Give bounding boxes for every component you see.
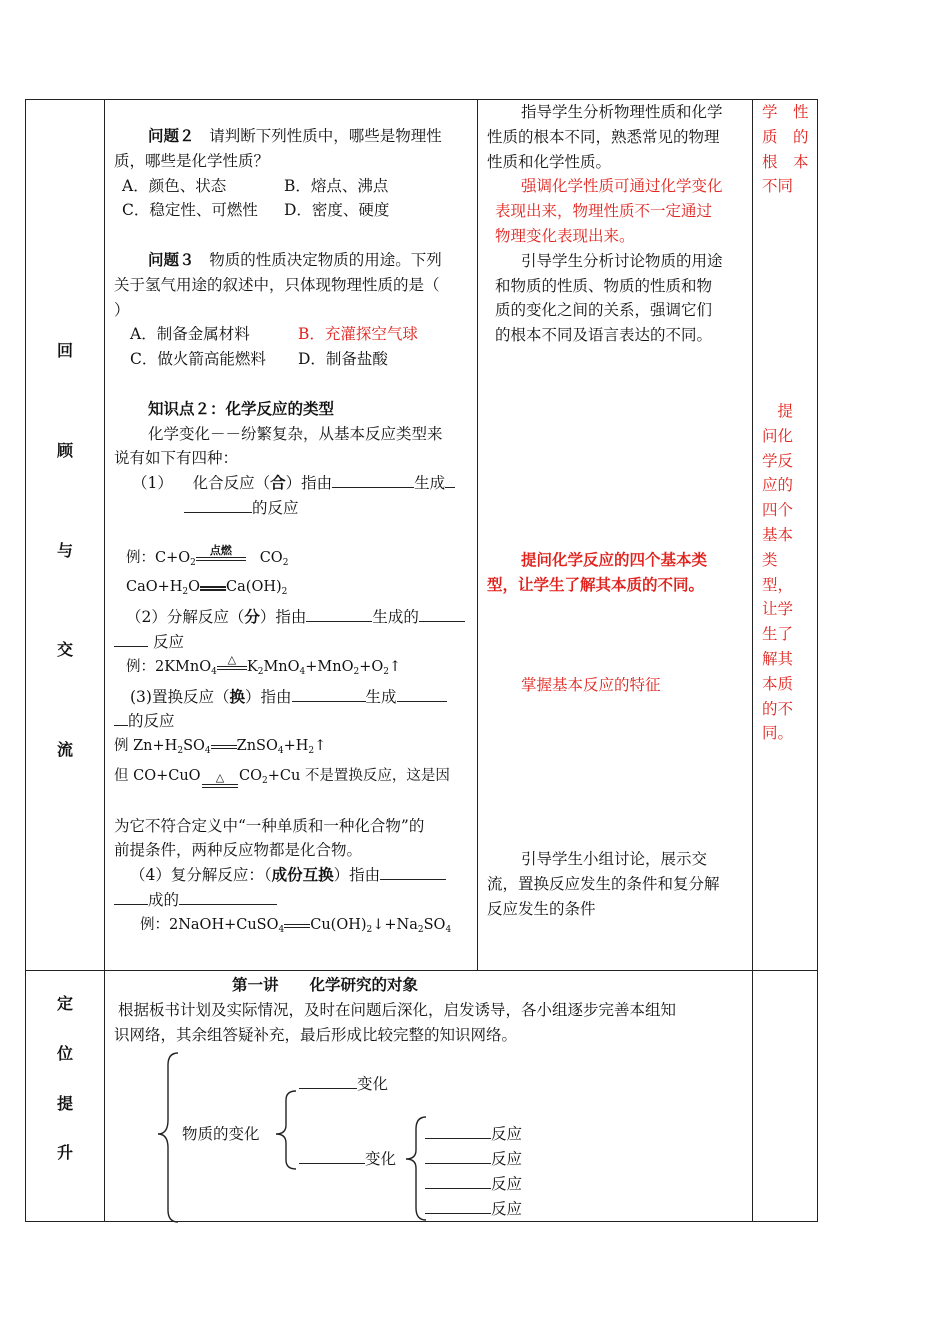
r1-text: 的反应 [252,498,299,517]
eq-text: +MnO [305,658,354,675]
q2-option-c: C．稳定性、可燃性 [122,201,258,220]
teacher-text: 流，置换反应发生的条件和复分解 [487,874,720,893]
blank [114,632,148,647]
r4-text: 成的 [148,890,180,909]
question-2 [114,124,472,223]
r3-text: (3)置换反应（ [130,687,230,706]
up-arrow-icon: ↑ [314,738,327,755]
blank [425,1199,491,1214]
intent-text: 四个 [762,501,794,520]
bottom-paragraph [114,998,750,1048]
teacher-text: 的根本不同及语言表达的不同。 [495,326,713,345]
col-divider-3 [752,99,753,1222]
teacher-text: 物理变化表现出来。 [495,226,635,245]
q2-text: 质，哪些是化学性质？ [114,151,270,170]
example-1: 例：$C+O_2$ 点燃 $CO_2$ [114,546,472,576]
eq-text: 例 Zn+H [114,738,178,755]
network-leaf: 反应 [491,1175,523,1193]
r4-text: ）指由 [333,866,381,885]
q3-text: ） [114,300,130,319]
teacher-text: 提问化学反应的四个基本类 [521,550,708,569]
network-branch: 变化 [357,1075,389,1093]
intent-text: 提 [762,402,794,420]
eq-text: 例：2NaOH+CuSO [140,916,279,933]
q3-text: 物质的性质决定物质的用途。下列 [209,250,442,269]
teacher-text: 型，让学生了解其本质的不同。 [487,574,705,594]
intent-text: 应的 [762,476,794,495]
intent-column-2 [762,399,816,746]
eq-text: CO [259,549,283,566]
teacher-text: 强调化学性质可通过化学变化 [521,177,723,196]
eq-text: 例：2KMnO [126,658,212,675]
eq-text: +Na [384,916,418,933]
eq-text: SO [423,916,446,933]
q3-option-b: B．充灌探空气球 [298,325,418,344]
equals-sign [211,739,237,753]
content-column [114,124,472,943]
teacher-text: 指导学生分析物理性质和化学 [521,103,723,121]
network-leaf: 反应 [491,1125,523,1143]
side-char: 位 [56,1044,73,1063]
side-char: 流 [56,740,73,759]
eq-text: CO [239,767,262,784]
example-6: 例：2NaOH+CuSO$_4$ $Cu(OH)_2↓+Na_2SO_4$ [140,916,452,935]
network-root: 物质的变化 [182,1125,260,1143]
side-char: 顾 [56,441,73,460]
r1-text: ）指由 [285,474,333,493]
intent-text: 根 本 [762,152,809,171]
intent-text: 型， [762,575,794,594]
q2-option-a: A．颜色、状态 [122,176,227,195]
condition-label: 点燃 [209,543,232,557]
reaction-2 [114,605,472,630]
q3-title: 问题３ [148,249,195,269]
blank [425,1149,491,1164]
condition-arrow [196,543,246,565]
intent-column-1 [762,100,816,199]
teacher-discussion [487,847,749,921]
intent-text: 让学 [762,600,794,619]
blank [419,607,465,622]
intent-text: 不同 [762,177,794,196]
paragraph-line: 识网络，其余组答疑补充，最后形成比较完整的知识网络。 [114,1025,518,1044]
r1-key: 合 [270,473,286,493]
eq-text: Cu(OH) [310,916,367,933]
intent-text: 的不 [762,699,794,718]
teacher-text: 掌握基本反应的特征 [521,676,661,694]
r1-text: 生成 [414,474,446,493]
blank [380,865,446,880]
eq-text: Ca(OH) [226,579,282,596]
intent-text: 本质 [762,674,794,693]
example-5-note: 前提条件，两种反应物都是化合物。 [114,841,363,860]
example-5: 但 CO+CuO △ $CO_2+Cu$ 不是置换反应，这是因 [114,764,472,814]
condition-arrow [217,652,247,674]
blank [425,1124,491,1139]
lecture-heading: 第一讲 化学研究的对象 [232,975,419,994]
blank [114,890,148,905]
reaction-1 [114,471,472,496]
side-char: 回 [56,341,73,360]
question-3 [114,248,472,372]
teacher-text: 反应发生的条件 [487,899,596,918]
paragraph-line: 根据板书计划及实际情况，及时在问题后深化，启发诱导，各小组逐步完善本组知 [118,1001,677,1019]
equals-sign [200,580,226,594]
example-5-note: 为它不符合定义中“一种单质和一种化合物”的 [114,816,425,835]
network-leaf: 反应 [491,1150,523,1168]
condition-label: △ [215,770,225,784]
knowledge-point-2 [114,397,472,943]
blank [332,473,414,488]
example-3: 例：2KMnO$_4$ △ $K_2MnO_4+MnO_2+O_2↑$ [114,655,472,685]
r3-key: 换 [229,686,245,706]
intent-text: 生了 [762,625,794,644]
q2-option-d: D．密度、硬度 [284,201,390,220]
intent-text: 基本 [762,525,794,544]
teacher-highlight [487,548,749,598]
blank [114,711,128,726]
r4-text: （4）复分解反应：（ [130,866,272,885]
eq-text: 但 CO+CuO [114,767,201,784]
eq-text: CaO+H [126,579,183,596]
blank [179,890,277,905]
teacher-text: 质的变化之间的关系，强调它们 [495,301,713,320]
r3-text: 的反应 [128,712,175,731]
q2-text: 请判断下列性质中，哪些是物理性 [209,127,442,145]
teacher-text: 性质和化学性质。 [487,152,612,171]
down-arrow-icon: ↓ [372,916,385,933]
equals-sign [284,918,310,932]
side-char: 提 [56,1094,73,1113]
eq-text: 例：C+O [126,549,191,566]
intent-text: 学 性 [762,103,809,121]
eq-text: +H [283,738,309,755]
q2-option-b: B．熔点、沸点 [284,176,389,195]
eq-text: +O [359,658,384,675]
row-divider [25,970,818,971]
q3-option-a: A．制备金属材料 [130,325,250,344]
eq-text: SO [183,738,205,755]
teacher-text: 引导学生分析讨论物质的用途 [521,251,723,270]
teacher-text: 和物质的性质、物质的性质和物 [495,276,713,295]
reaction-4 [114,863,472,888]
q3-text: 关于氢气用途的叙述中，只体现物理性质的是（ [114,275,440,294]
eq-text: +Cu 不是置换反应，这是因 [267,767,450,784]
r3-text: 生成 [365,687,397,706]
example-4: 例 $Zn+H_2SO_4$ $ZnSO_4+H_2↑$ [114,738,327,757]
intent-text: 类 [762,550,778,569]
intent-text: 学反 [762,451,794,470]
eq-text: MnO [263,658,300,675]
blank [292,687,366,702]
side-char: 定 [56,994,73,1013]
intent-text: 解其 [762,649,794,668]
eq-text: ZnSO [236,738,278,755]
blank [445,473,455,488]
blank [425,1174,491,1189]
r3-text: ）指由 [244,687,292,706]
r2-text: （2）分解反应（ [126,608,245,627]
side-char: 与 [56,541,73,560]
teacher-column [487,100,749,348]
condition-arrow [202,770,238,792]
kp2-intro: 说有如下有四种： [114,449,239,468]
blank [299,1149,365,1164]
r2-text: 反应 [152,632,184,651]
intent-text: 同。 [762,724,794,743]
side-char: 交 [56,640,73,659]
blank [306,607,372,622]
network-leaf: 反应 [491,1200,523,1218]
q3-option-d: D．制备盐酸 [298,350,388,369]
r2-key: 分 [244,607,260,627]
teacher-text: 表现出来，物理性质不一定通过 [495,202,713,221]
reaction-3 [114,685,472,710]
side-char: 升 [56,1143,73,1162]
network-branch: 变化 [365,1150,397,1168]
kp2-title: 知识点２：化学反应的类型 [148,398,335,418]
eq-text: K [246,658,258,675]
r2-text: 生成的 [372,608,419,627]
kp2-intro: 化学变化－－纷繁复杂，从基本反应类型来 [148,424,443,443]
blank [184,498,252,513]
r2-text: ）指由 [259,608,307,627]
r1-text: 化合反应（ [192,474,271,493]
eq-text: O [188,579,201,596]
up-arrow-icon: ↑ [389,658,402,675]
example-2: $CaO+H_2O$ $Ca(OH)_2$ [126,579,288,598]
r4-key: 成份互换 [271,865,334,885]
condition-label: △ [227,652,237,666]
blank [299,1074,357,1089]
teacher-text: 性质的根本不同，熟悉常见的物理 [487,127,720,146]
col-divider-2 [477,99,478,971]
r1-num: （1） [132,474,173,493]
intent-text: 问化 [762,426,794,445]
teacher-text: 引导学生小组讨论，展示交 [521,850,708,868]
q3-option-c: C．做火箭高能燃料 [130,350,266,369]
intent-text: 质 的 [762,127,809,146]
blank [397,687,447,702]
q2-title: 问题２ [148,126,195,145]
